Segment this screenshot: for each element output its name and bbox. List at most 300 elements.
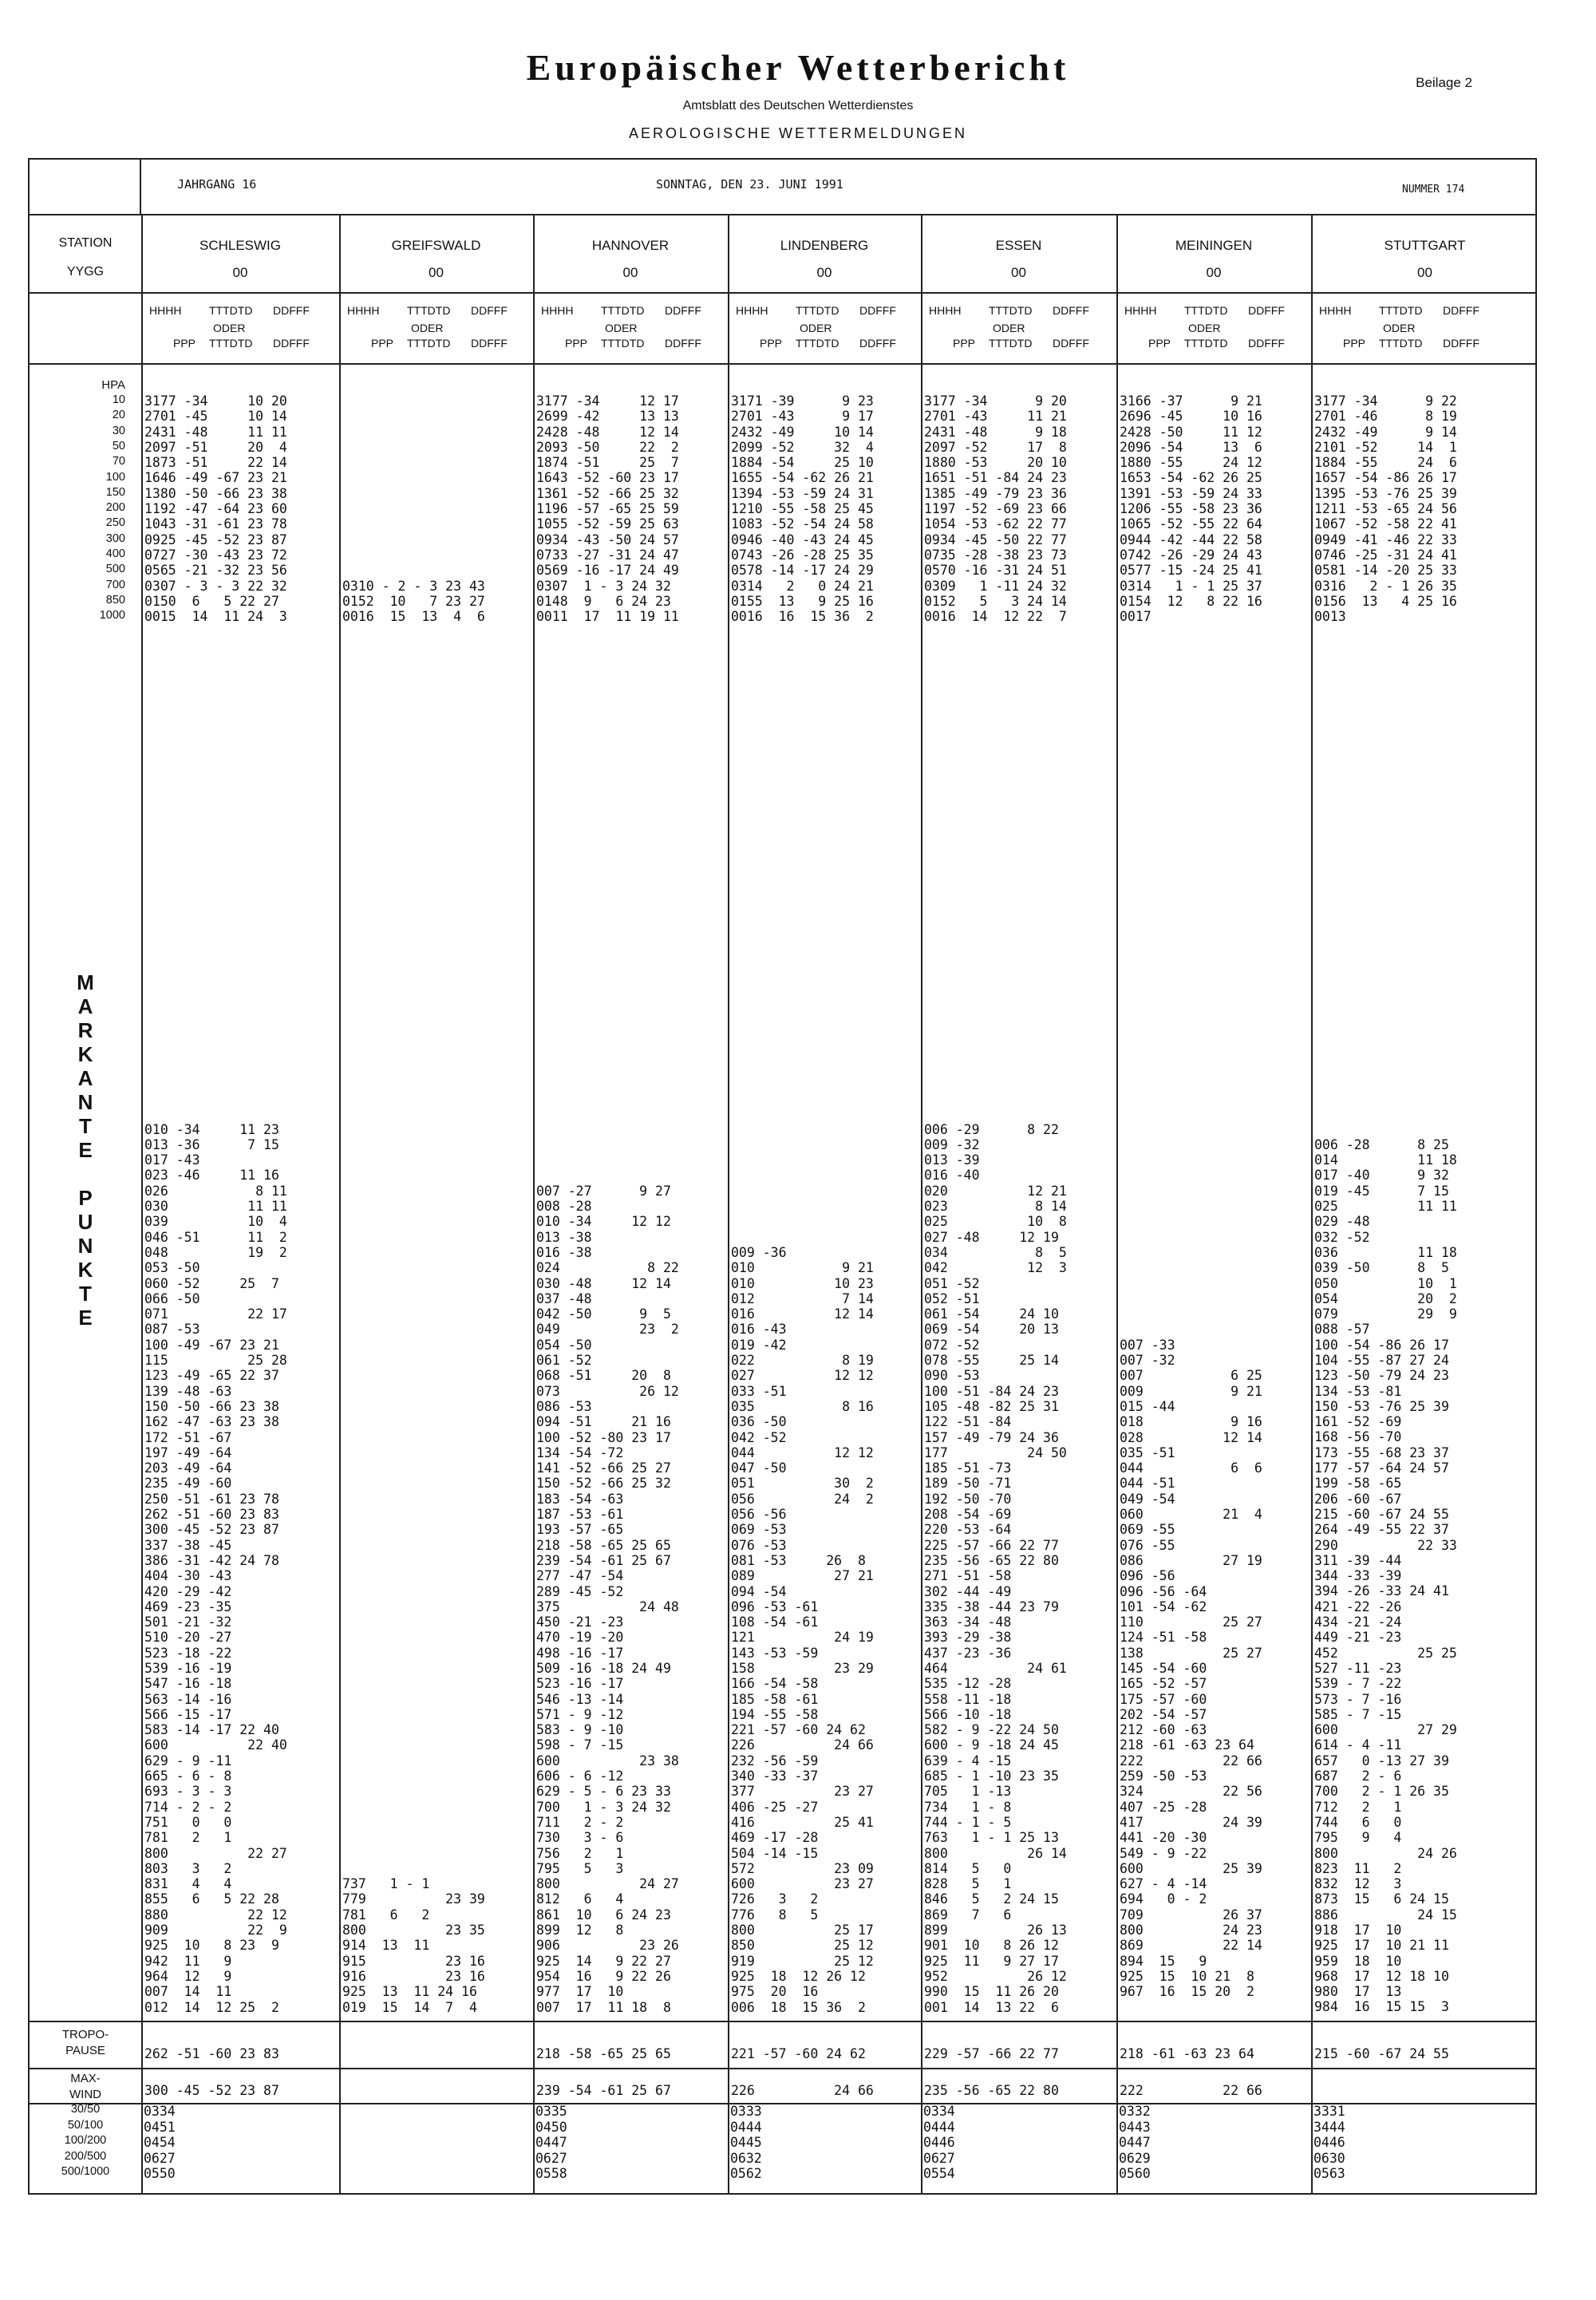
data-row: 1361 -52 -66 25 32 xyxy=(536,485,679,501)
data-row: 1880 -53 20 10 xyxy=(924,455,1067,471)
data-row xyxy=(731,1184,874,1199)
data-row: 657 0 -13 27 39 xyxy=(1314,1753,1449,1768)
data-row: 763 1 - 1 25 13 xyxy=(924,1830,1059,1846)
data-row: 027 -48 12 19 xyxy=(924,1229,1059,1245)
column-header: PPP xyxy=(760,337,783,350)
data-row xyxy=(1314,1029,1457,1045)
data-row: 197 -49 -64 xyxy=(144,1444,232,1460)
data-row xyxy=(731,1199,874,1214)
standard-level-block xyxy=(342,393,485,624)
data-row: 737 1 - 1 xyxy=(342,1876,430,1892)
data-row: 096 -53 -61 xyxy=(731,1599,819,1614)
data-row xyxy=(1314,1106,1457,1121)
data-row xyxy=(731,1168,874,1183)
data-row: 0332 xyxy=(1119,2104,1151,2119)
data-row xyxy=(342,1399,485,1414)
data-row: 2431 -48 9 18 xyxy=(924,424,1067,440)
significant-points-block xyxy=(342,1106,485,2015)
page-header xyxy=(0,0,1596,160)
data-row: 311 -39 -44 xyxy=(1314,1552,1402,1568)
data-row: 1197 -52 -69 23 66 xyxy=(924,501,1067,517)
station-name: SCHLESWIG xyxy=(199,238,282,253)
data-row: 850 25 12 xyxy=(731,1938,874,1954)
column-header: TTTDTD xyxy=(407,337,451,350)
data-row: 124 -51 -58 xyxy=(1120,1630,1207,1646)
publication-title: Europäischer Wetterbericht xyxy=(526,47,1070,88)
yygg-label: YYGG xyxy=(66,265,105,279)
data-row: 0307 1 - 3 24 32 xyxy=(536,578,671,594)
data-row: 977 17 10 xyxy=(536,1984,624,2000)
data-row: 598 - 7 -15 xyxy=(536,1737,624,1753)
data-row: 049 23 2 xyxy=(536,1322,679,1338)
data-row: 007 14 11 xyxy=(144,1984,232,2000)
data-row: 134 -53 -81 xyxy=(1314,1383,1402,1399)
data-row xyxy=(1120,1245,1262,1260)
data-row xyxy=(342,532,485,547)
column-header: PPP xyxy=(173,337,196,350)
data-row: 2701 -43 11 21 xyxy=(924,409,1067,425)
data-row: 0316 2 - 1 26 35 xyxy=(1314,578,1457,594)
column-header: TTTDTD xyxy=(1379,337,1423,350)
column-header: TTTDTD xyxy=(1184,337,1228,350)
data-row: 089 27 21 xyxy=(731,1568,874,1584)
data-row: 803 3 2 xyxy=(144,1860,232,1876)
markante-letter: R xyxy=(77,1018,93,1042)
data-row: 162 -47 -63 23 38 xyxy=(144,1414,279,1430)
data-row: 023 8 14 xyxy=(924,1199,1067,1215)
data-row: 039 10 4 xyxy=(144,1214,287,1230)
data-row: 0307 - 3 - 3 22 32 xyxy=(144,578,287,594)
data-row: 0333 xyxy=(730,2104,762,2119)
maxwind-value: 222 22 66 xyxy=(1120,2083,1262,2098)
jahrgang-label: JAHRGANG 16 xyxy=(177,177,257,192)
data-row: 1873 -51 22 14 xyxy=(144,455,287,471)
data-row: 0335 xyxy=(535,2104,567,2119)
data-row: 606 - 6 -12 xyxy=(536,1768,624,1784)
data-row: 1210 -55 -58 25 45 xyxy=(731,501,874,517)
data-row xyxy=(342,1646,485,1661)
data-row: 302 -44 -49 xyxy=(924,1583,1012,1599)
data-row: 800 25 17 xyxy=(731,1923,874,1938)
data-row: 044 6 6 xyxy=(1120,1460,1262,1476)
data-row: 0560 xyxy=(1119,2166,1151,2181)
data-row: 510 -20 -27 xyxy=(144,1630,232,1646)
data-row: 012 14 12 25 2 xyxy=(144,1999,279,2015)
data-row: 0925 -45 -52 23 87 xyxy=(144,532,287,547)
data-row: 020 12 21 xyxy=(924,1183,1067,1199)
markante-letter: T xyxy=(79,1114,92,1138)
data-row: 869 7 6 xyxy=(924,1907,1012,1923)
data-row: 2428 -50 11 12 xyxy=(1120,424,1262,440)
data-row: 060 -52 25 7 xyxy=(144,1275,279,1291)
data-row xyxy=(342,1630,485,1645)
station-yygg-code: 00 xyxy=(816,265,832,280)
data-row xyxy=(1120,1168,1262,1183)
data-row: 0733 -27 -31 24 47 xyxy=(536,547,679,563)
station-yygg-code: 00 xyxy=(1206,265,1222,280)
data-row: 046 -51 11 2 xyxy=(144,1229,287,1245)
data-row: 0743 -26 -28 25 35 xyxy=(731,547,874,563)
data-row: 0443 xyxy=(1119,2119,1151,2135)
data-row: 007 -33 xyxy=(1120,1337,1175,1353)
station-name: MEININGEN xyxy=(1175,238,1253,253)
data-row: 121 24 19 xyxy=(731,1630,874,1646)
data-row: 161 -52 -69 xyxy=(1314,1414,1402,1430)
data-row: 1651 -51 -84 24 23 xyxy=(924,470,1067,486)
data-row: 527 -11 -23 xyxy=(1314,1660,1402,1676)
windshear-block xyxy=(144,2104,176,2182)
data-row: 0446 xyxy=(1314,2135,1345,2150)
pressure-level-label: 250 xyxy=(105,516,125,530)
row-divider xyxy=(30,214,1535,215)
data-row xyxy=(342,1230,485,1245)
data-row: 2701 -45 10 14 xyxy=(144,409,287,425)
tropopause-value: 215 -60 -67 24 55 xyxy=(1314,2046,1449,2061)
windshear-label: 30/50 xyxy=(70,2103,101,2116)
station-name: ESSEN xyxy=(995,238,1042,253)
data-row: 006 -29 8 22 xyxy=(924,1121,1059,1137)
data-row: 629 - 5 - 6 23 33 xyxy=(536,1784,671,1800)
data-row xyxy=(1120,1214,1262,1229)
data-row: 145 -54 -60 xyxy=(1120,1660,1207,1676)
data-row: 165 -52 -57 xyxy=(1120,1676,1207,1692)
data-row: 039 -50 8 5 xyxy=(1314,1260,1449,1276)
column-header-oder: ODER xyxy=(993,322,1025,334)
data-row: 001 14 13 22 6 xyxy=(924,1999,1059,2015)
column-divider xyxy=(533,214,535,2195)
data-row: 869 22 14 xyxy=(1120,1938,1262,1954)
data-row: 1884 -54 25 10 xyxy=(731,455,874,471)
data-row xyxy=(342,486,485,501)
column-divider xyxy=(728,214,729,2195)
data-row: 0934 -45 -50 22 77 xyxy=(924,532,1067,547)
markante-letter: N xyxy=(77,1090,93,1114)
data-row: 0550 xyxy=(144,2166,176,2181)
data-row: 583 -14 -17 22 40 xyxy=(144,1722,279,1738)
data-row: 909 22 9 xyxy=(144,1923,287,1938)
data-row: 087 -53 xyxy=(144,1322,200,1338)
data-row: 1083 -52 -54 24 58 xyxy=(731,516,874,532)
data-row: 192 -50 -70 xyxy=(924,1491,1012,1507)
data-row xyxy=(342,1460,485,1476)
column-header: DDFFF xyxy=(665,337,701,350)
data-row: 037 -48 xyxy=(536,1290,592,1306)
column-header: TTTDTD xyxy=(796,304,839,317)
data-row xyxy=(342,1661,485,1676)
data-row: 0309 1 -11 24 32 xyxy=(924,578,1067,594)
data-row xyxy=(1120,1152,1262,1168)
column-divider xyxy=(141,214,143,2195)
data-row xyxy=(342,1492,485,1507)
data-row xyxy=(1314,922,1457,937)
data-row: 335 -38 -44 23 79 xyxy=(924,1599,1059,1614)
data-row xyxy=(342,501,485,516)
data-row xyxy=(342,425,485,440)
data-row: 2099 -52 32 4 xyxy=(731,439,874,455)
data-row: 694 0 - 2 xyxy=(1120,1891,1207,1907)
data-row: 394 -26 -33 24 41 xyxy=(1314,1583,1449,1599)
data-row: 572 23 09 xyxy=(731,1860,874,1876)
data-row: 2097 -52 17 8 xyxy=(924,439,1067,455)
data-row xyxy=(342,1199,485,1214)
data-row: 0565 -21 -32 23 56 xyxy=(144,563,287,579)
data-row: 776 8 5 xyxy=(731,1907,819,1923)
data-row: 2696 -45 10 16 xyxy=(1120,409,1262,425)
data-row: 173 -55 -68 23 37 xyxy=(1314,1444,1449,1460)
data-row: 030 -48 12 14 xyxy=(536,1275,671,1291)
data-row: 289 -45 -52 xyxy=(536,1583,624,1599)
data-row: 614 - 4 -11 xyxy=(1314,1737,1402,1753)
data-row: 081 -53 26 8 xyxy=(731,1552,866,1568)
data-row: 0570 -16 -31 24 51 xyxy=(924,563,1067,579)
station-name: GREIFSWALD xyxy=(391,238,481,253)
data-row: 047 -50 xyxy=(731,1460,787,1476)
significant-points-block xyxy=(536,1122,679,2015)
data-row: 441 -20 -30 xyxy=(1120,1830,1207,1846)
data-row: 0554 xyxy=(923,2166,955,2181)
data-row: 138 25 27 xyxy=(1120,1645,1262,1661)
tropopause-label-line: TROPO- xyxy=(61,2028,109,2041)
data-row xyxy=(342,1722,485,1737)
data-row: 0152 5 3 24 14 xyxy=(924,593,1067,609)
markante-letter: A xyxy=(77,1066,93,1090)
data-row: 030 11 11 xyxy=(144,1199,287,1215)
data-row: 563 -14 -16 xyxy=(144,1691,232,1707)
data-row: 0150 6 5 22 27 xyxy=(144,593,279,609)
data-row xyxy=(342,1584,485,1599)
data-row: 0450 xyxy=(535,2119,567,2135)
column-divider xyxy=(339,214,341,2195)
pressure-level-label: 700 xyxy=(105,578,125,591)
data-row: 0581 -14 -20 25 33 xyxy=(1314,563,1457,579)
data-row xyxy=(1314,1076,1457,1091)
data-row: 009 -36 xyxy=(731,1244,787,1260)
data-row: 054 20 2 xyxy=(1314,1290,1457,1306)
data-row xyxy=(342,1414,485,1429)
data-row xyxy=(1314,891,1457,906)
hpa-label: HPA xyxy=(101,378,125,392)
data-row: 108 -54 -61 xyxy=(731,1614,819,1630)
column-header: HHHH xyxy=(929,304,962,317)
data-row: 134 -54 -72 xyxy=(536,1444,624,1460)
data-row: 0727 -30 -43 23 72 xyxy=(144,547,287,563)
data-row: 800 23 35 xyxy=(342,1923,485,1938)
data-row: 901 10 8 26 12 xyxy=(924,1938,1059,1954)
markante-letter: K xyxy=(77,1042,93,1066)
data-row: 029 -48 xyxy=(1314,1214,1370,1230)
data-row: 300 -45 -52 23 87 xyxy=(144,1522,279,1538)
data-row: 1192 -47 -64 23 60 xyxy=(144,501,287,517)
data-row xyxy=(731,1137,874,1152)
data-row: 700 1 - 3 24 32 xyxy=(536,1799,671,1815)
data-row: 086 27 19 xyxy=(1120,1552,1262,1568)
data-row: 1395 -53 -76 25 39 xyxy=(1314,485,1457,501)
pressure-level-label: 300 xyxy=(105,532,125,545)
data-row: 166 -54 -58 xyxy=(731,1676,819,1692)
data-row: 193 -57 -65 xyxy=(536,1522,624,1538)
data-row: 0016 15 13 4 6 xyxy=(342,609,485,625)
data-row: 449 -21 -23 xyxy=(1314,1630,1402,1646)
data-row: 756 2 1 xyxy=(536,1845,624,1861)
data-row: 795 5 3 xyxy=(536,1860,624,1876)
data-row: 220 -53 -64 xyxy=(924,1522,1012,1538)
column-header-oder: ODER xyxy=(1188,322,1221,334)
data-row: 800 26 14 xyxy=(924,1845,1067,1861)
data-row xyxy=(1314,1122,1457,1137)
data-row: 0629 xyxy=(1119,2150,1151,2166)
data-row: 010 9 21 xyxy=(731,1260,874,1276)
maxwind-value: 300 -45 -52 23 87 xyxy=(144,2083,279,2098)
data-row: 968 17 12 18 10 xyxy=(1314,1968,1449,1984)
standard-level-block xyxy=(731,393,874,624)
data-row: 1196 -57 -65 25 59 xyxy=(536,501,679,517)
pressure-level-label: 400 xyxy=(105,547,125,560)
data-row: 828 5 1 xyxy=(924,1876,1012,1892)
data-row: 2432 -49 9 14 xyxy=(1314,424,1457,440)
data-row xyxy=(1314,937,1457,952)
data-row: 1884 -55 24 6 xyxy=(1314,455,1457,471)
data-row: 915 23 16 xyxy=(342,1953,485,1969)
data-row: 0155 13 9 25 16 xyxy=(731,593,874,609)
data-row xyxy=(342,1214,485,1229)
data-row: 3177 -34 9 22 xyxy=(1314,393,1457,409)
data-row: 0447 xyxy=(535,2135,567,2150)
data-row: 090 -53 xyxy=(924,1368,980,1384)
data-row: 504 -14 -15 xyxy=(731,1845,819,1861)
significant-points-block xyxy=(144,1122,287,2015)
column-divider xyxy=(1116,214,1118,2195)
data-row: 016 -38 xyxy=(536,1244,592,1260)
data-row: 498 -16 -17 xyxy=(536,1645,624,1661)
data-row: 016 -40 xyxy=(924,1168,980,1184)
data-row xyxy=(1120,1137,1262,1152)
data-row: 2428 -48 12 14 xyxy=(536,424,679,440)
standard-level-block xyxy=(924,393,1067,624)
data-row: 726 3 2 xyxy=(731,1891,819,1907)
data-row: 027 12 12 xyxy=(731,1368,874,1384)
data-row xyxy=(342,1522,485,1537)
data-row: 123 -49 -65 22 37 xyxy=(144,1368,279,1384)
data-row: 627 - 4 -14 xyxy=(1120,1876,1207,1892)
data-row: 800 24 27 xyxy=(536,1876,679,1892)
windshear-block xyxy=(923,2104,955,2182)
column-header: HHHH xyxy=(541,304,574,317)
data-row: 013 -38 xyxy=(536,1229,592,1245)
pressure-level-label: 1000 xyxy=(99,609,125,622)
data-row: 0447 xyxy=(1119,2135,1151,2150)
issue-date: SONNTAG, DEN 23. JUNI 1991 xyxy=(656,177,843,192)
column-header: TTTDTD xyxy=(989,337,1033,350)
column-header: PPP xyxy=(1148,337,1171,350)
data-row: 086 -53 xyxy=(536,1398,592,1414)
data-row: 1880 -55 24 12 xyxy=(1120,455,1262,471)
data-row: 150 -50 -66 23 38 xyxy=(144,1398,279,1414)
data-row: 434 -21 -24 xyxy=(1314,1614,1402,1630)
data-row: 781 2 1 xyxy=(144,1830,232,1846)
data-row xyxy=(1120,1184,1262,1199)
data-row: 914 13 11 xyxy=(342,1938,430,1954)
data-row: 629 - 9 -11 xyxy=(144,1753,232,1768)
data-row: 168 -56 -70 xyxy=(1314,1429,1402,1445)
data-row: 2701 -46 8 19 xyxy=(1314,409,1457,425)
data-row: 0015 14 11 24 3 xyxy=(144,609,287,625)
data-row: 012 7 14 xyxy=(731,1290,874,1306)
windshear-block xyxy=(535,2104,567,2182)
data-row xyxy=(342,1152,485,1168)
data-row: 069 -55 xyxy=(1120,1522,1175,1538)
data-row: 208 -54 -69 xyxy=(924,1507,1012,1523)
data-row: 177 24 50 xyxy=(924,1444,1067,1460)
data-row: 023 -46 11 16 xyxy=(144,1168,279,1184)
data-row: 006 18 15 36 2 xyxy=(731,1999,866,2015)
column-header: DDFFF xyxy=(273,337,310,350)
data-row xyxy=(536,1168,679,1183)
column-header: DDFFF xyxy=(859,304,896,317)
pressure-level-label: 150 xyxy=(105,485,125,499)
data-row: 185 -51 -73 xyxy=(924,1460,1012,1476)
data-row xyxy=(342,1306,485,1322)
data-row: 069 -53 xyxy=(731,1522,787,1538)
markante-letter: K xyxy=(77,1258,93,1282)
data-row: 225 -57 -66 22 77 xyxy=(924,1537,1059,1553)
data-row: 421 -22 -26 xyxy=(1314,1599,1402,1614)
data-row xyxy=(342,409,485,424)
data-row: 115 25 28 xyxy=(144,1353,287,1369)
data-row: 470 -19 -20 xyxy=(536,1630,624,1646)
data-row: 925 18 12 26 12 xyxy=(731,1968,866,1984)
data-row: 259 -50 -53 xyxy=(1120,1768,1207,1784)
data-row: 271 -51 -58 xyxy=(924,1568,1012,1584)
data-row: 262 -51 -60 23 83 xyxy=(144,1507,279,1523)
data-row: 0011 17 11 19 11 xyxy=(536,609,679,625)
data-row xyxy=(1120,1122,1262,1137)
data-row: 226 24 66 xyxy=(731,1737,874,1753)
data-row: 1043 -31 -61 23 78 xyxy=(144,516,287,532)
data-row: 0446 xyxy=(923,2135,955,2150)
data-row: 050 10 1 xyxy=(1314,1275,1457,1291)
data-row: 143 -53 -59 xyxy=(731,1645,819,1661)
tropopause-label xyxy=(30,2027,141,2059)
data-row: 600 22 40 xyxy=(144,1737,287,1753)
row-divider xyxy=(30,2068,1535,2069)
column-header: DDFFF xyxy=(471,304,508,317)
data-row: 0632 xyxy=(730,2150,762,2166)
data-row: 800 22 27 xyxy=(144,1845,287,1861)
data-row: 202 -54 -57 xyxy=(1120,1706,1207,1722)
data-row: 0577 -15 -24 25 41 xyxy=(1120,563,1262,579)
data-row: 582 - 9 -22 24 50 xyxy=(924,1722,1059,1738)
data-row: 014 11 18 xyxy=(1314,1152,1457,1168)
data-row: 906 23 26 xyxy=(536,1938,679,1954)
data-row: 0454 xyxy=(144,2135,176,2150)
data-row xyxy=(342,1106,485,1121)
data-row: 051 30 2 xyxy=(731,1476,874,1492)
windshear-block xyxy=(1119,2104,1151,2182)
data-row: 800 24 23 xyxy=(1120,1923,1262,1938)
column-divider xyxy=(1311,214,1313,2195)
data-row: 232 -56 -59 xyxy=(731,1753,819,1768)
data-row: 015 -44 xyxy=(1120,1398,1175,1414)
column-header: TTTDTD xyxy=(796,337,839,350)
column-header: DDFFF xyxy=(1053,337,1089,350)
data-row: 218 -61 -63 23 64 xyxy=(1120,1737,1254,1753)
data-row: 795 9 4 xyxy=(1314,1830,1402,1846)
data-row: 0334 xyxy=(923,2104,955,2119)
data-row: 959 18 10 xyxy=(1314,1953,1402,1969)
data-row: 025 10 8 xyxy=(924,1214,1067,1230)
data-row xyxy=(1120,1291,1262,1306)
data-row: 469 -23 -35 xyxy=(144,1599,232,1614)
